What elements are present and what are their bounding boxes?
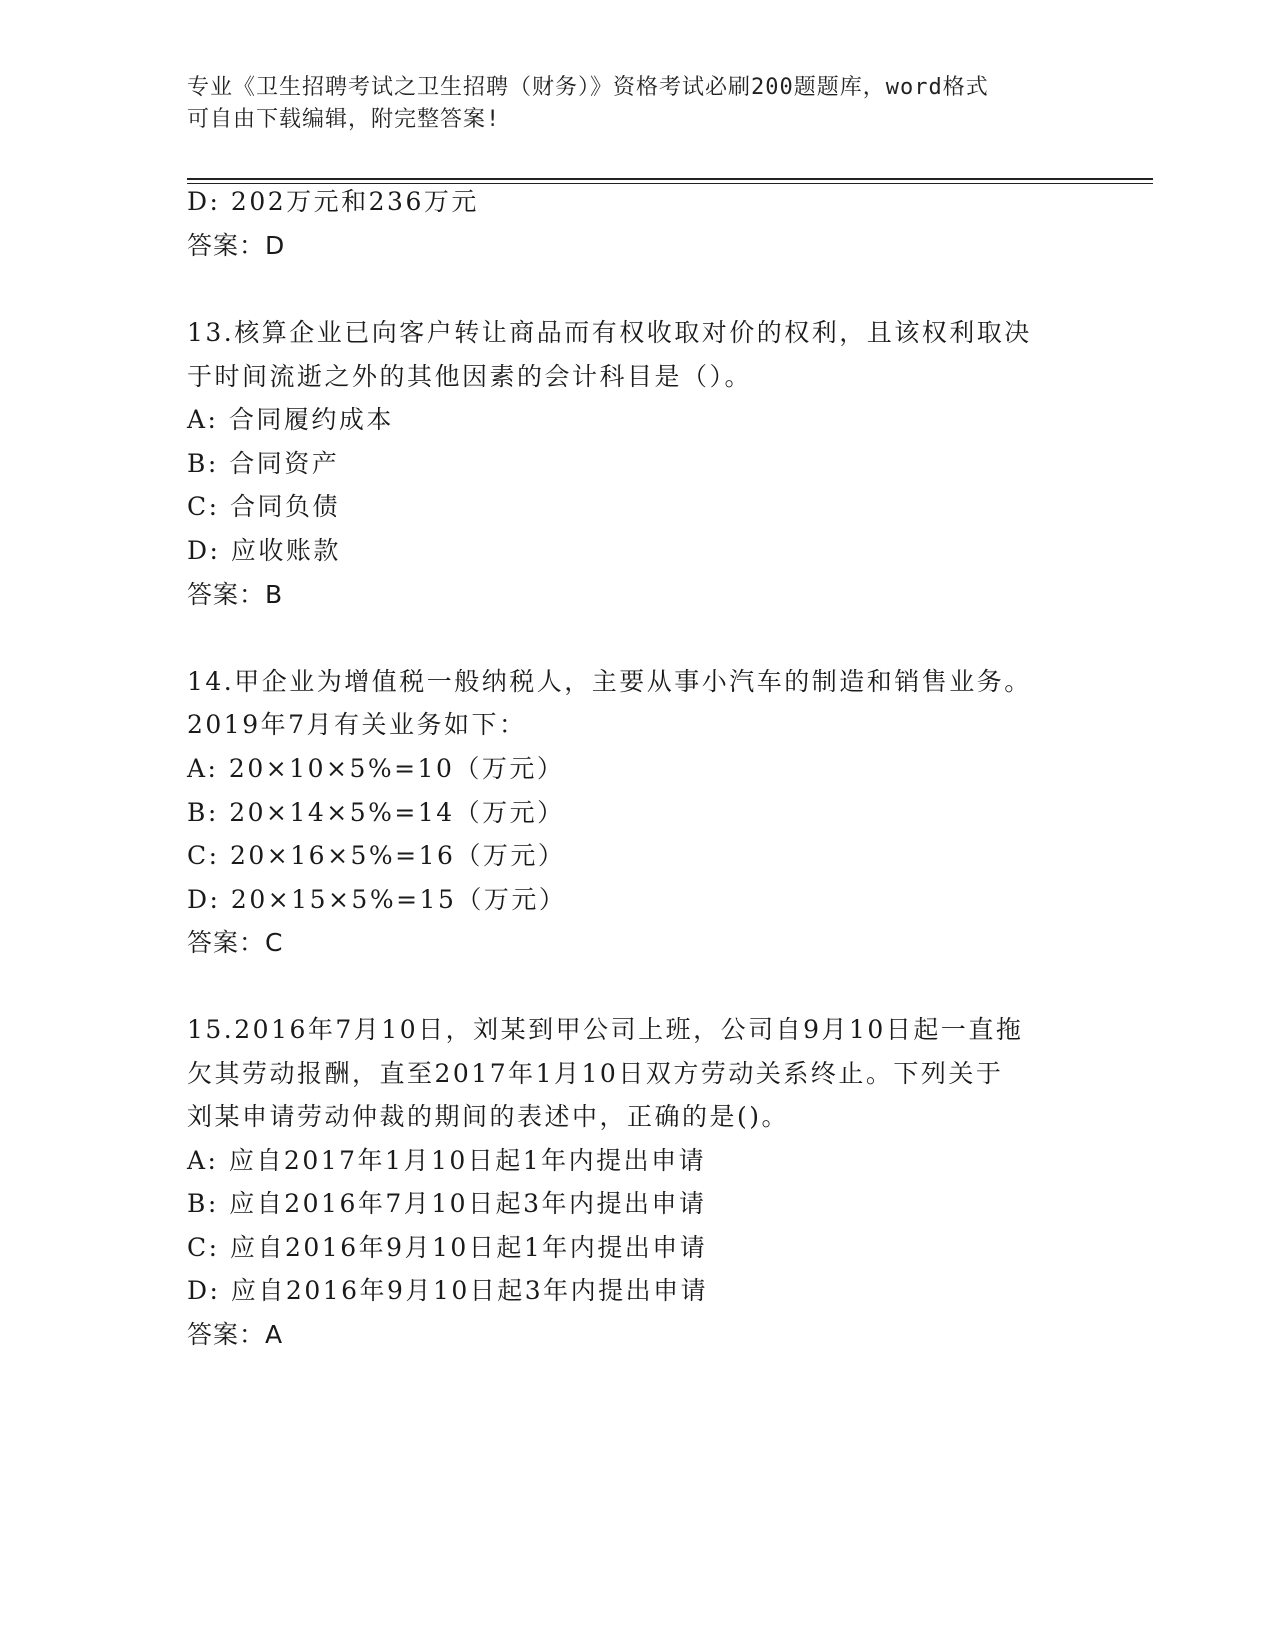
q15-option-d: D: 应自2016年9月10日起3年内提出申请 xyxy=(187,1276,709,1305)
document-header xyxy=(187,72,1067,136)
q15-option-a: A: 应自2017年1月10日起1年内提出申请 xyxy=(187,1146,707,1175)
q15-stem-line-3: 刘某申请劳动仲裁的期间的表述中，正确的是()。 xyxy=(187,1102,790,1131)
q12-option-d: D: 202万元和236万元 xyxy=(187,187,479,216)
q14-option-d: D: 20×15×5%=15（万元） xyxy=(187,885,567,914)
q13-stem-line-1: 13.核算企业已向客户转让商品而有权收取对价的权利，且该权利取决 xyxy=(187,318,1032,347)
q13-stem-line-2: 于时间流逝之外的其他因素的会计科目是（）。 xyxy=(187,362,753,391)
q13-option-d: D: 应收账款 xyxy=(187,536,341,565)
q14-option-a: A: 20×10×5%=10（万元） xyxy=(187,754,565,783)
q14-option-c: C: 20×16×5%=16（万元） xyxy=(187,841,566,870)
q13-option-a: A: 合同履约成本 xyxy=(187,405,394,434)
q14-option-b: B: 20×14×5%=14（万元） xyxy=(187,798,565,827)
q13-answer: 答案：B xyxy=(187,580,284,609)
q15-answer: 答案：A xyxy=(187,1320,284,1349)
q15-option-c: C: 应自2016年9月10日起1年内提出申请 xyxy=(187,1233,708,1262)
q15-stem-line-1: 15.2016年7月10日，刘某到甲公司上班，公司自9月10日起一直拖 xyxy=(187,1015,1024,1044)
q13-option-c: C: 合同负债 xyxy=(187,492,340,521)
header-divider-thick xyxy=(187,178,1153,180)
header-divider-thin xyxy=(187,183,1153,184)
q14-stem-line-2: 2019年7月有关业务如下： xyxy=(187,710,527,739)
q14-stem-line-1: 14.甲企业为增值税一般纳税人，主要从事小汽车的制造和销售业务。 xyxy=(187,667,1032,696)
q14-answer: 答案：C xyxy=(187,928,284,957)
q12-answer: 答案：D xyxy=(187,231,286,260)
q13-option-b: B: 合同资产 xyxy=(187,449,340,478)
q15-option-b: B: 应自2016年7月10日起3年内提出申请 xyxy=(187,1189,707,1218)
header-line-2: 可自由下载编辑，附完整答案! xyxy=(187,107,501,132)
q15-stem-line-2: 欠其劳动报酬，直至2017年1月10日双方劳动关系终止。下列关于 xyxy=(187,1059,1004,1088)
header-line-1: 专业《卫生招聘考试之卫生招聘（财务）》资格考试必刷200题题库，word格式 xyxy=(187,75,989,100)
